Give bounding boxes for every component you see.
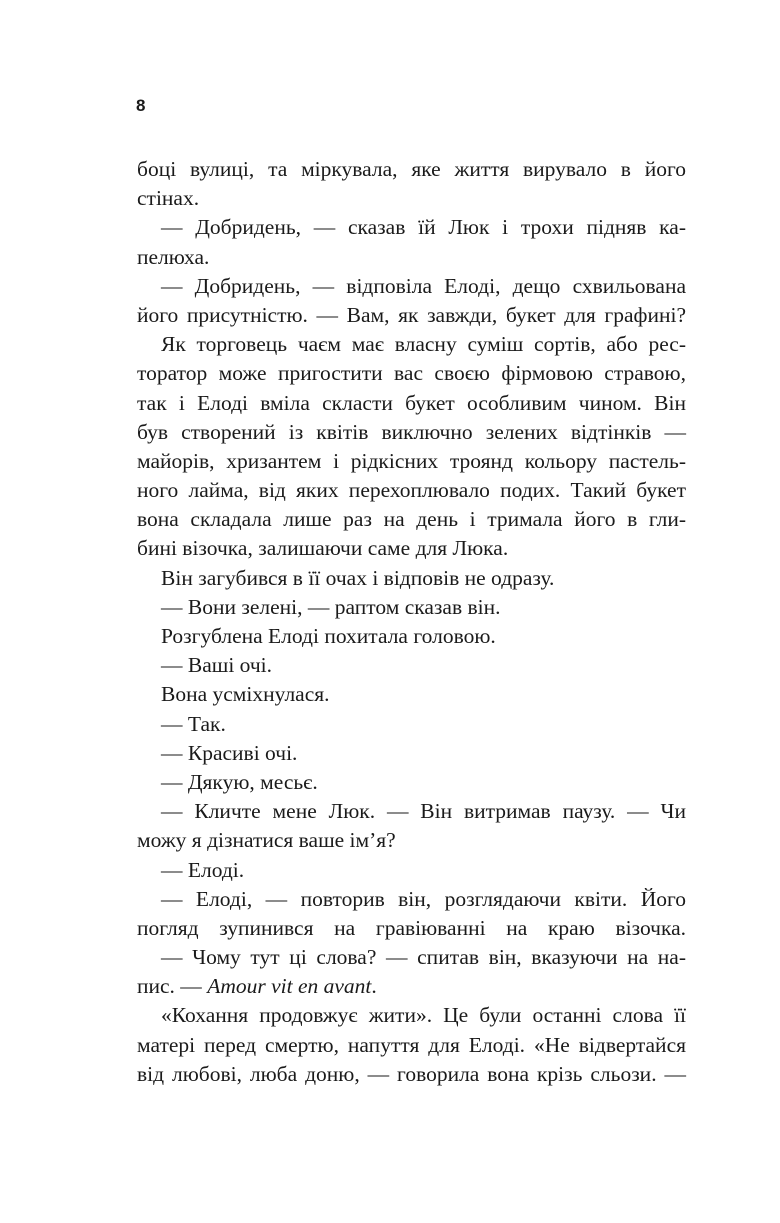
text-line-content: пелюха. [137, 244, 210, 269]
text-line [137, 301, 686, 330]
text-line-content: бині візочка, залишаючи саме для Люка. [137, 536, 509, 561]
text-line-content: погляд зупинився на гравіюванні на краю візочка. [137, 915, 686, 940]
text-line-content: майорів, хризантем і рідкісних троянд кольору пастель- [137, 448, 686, 473]
text-line [137, 826, 686, 855]
text-line [137, 330, 686, 359]
text-line [137, 359, 686, 388]
text-line [137, 389, 686, 418]
text-line-content: — Елоді, — повторив він, розглядаючи квіти. Його [161, 886, 686, 911]
text-line [137, 856, 686, 885]
text-line [137, 155, 686, 184]
text-line-content: ного лайма, від яких перехоплювало подих. Такий букет [137, 478, 686, 503]
text-line-content: — Ваші очі. [161, 653, 273, 678]
text-line [137, 418, 686, 447]
text-line [137, 243, 686, 272]
text-line-content: — Вони зелені, — раптом сказав він. [161, 594, 501, 619]
text-line-content: — Елоді. [161, 857, 245, 882]
text-line [137, 447, 686, 476]
text-line [137, 797, 686, 826]
text-line-content: вона складала лише раз на день і тримала його в гли- [137, 507, 686, 532]
text-line [137, 593, 686, 622]
text-line-content: — Добридень, — сказав їй Люк і трохи підняв ка- [161, 215, 686, 240]
text-line-content: торатор може пригостити вас своєю фірмовою стравою, [137, 361, 686, 386]
text-line [137, 622, 686, 651]
text-line-content: матері перед смертю, напуття для Елоді. «Не відвертайся [137, 1032, 686, 1057]
text-line [137, 739, 686, 768]
text-line-content: від любові, люба доню, — говорила вона крізь сльози. — [137, 1061, 686, 1086]
italic-phrase: Amour vit en avant [207, 974, 372, 999]
text-line-content: Він загубився в її очах і відповів не одразу. [161, 565, 555, 590]
text-line-content: Розгублена Елоді похитала головою. [161, 624, 496, 648]
text-line-content: — Кличте мене Люк. — Він витримав паузу. — Чи [161, 799, 686, 824]
text-line-content: — Дякую, месьє. [161, 769, 318, 794]
text-line [137, 1001, 686, 1030]
text-line [137, 943, 686, 972]
text-line-content: його присутністю. — Вам, як завжди, букет для графині? [137, 302, 686, 327]
text-line [137, 972, 686, 1001]
text-line-tail: . [371, 974, 377, 999]
text-line [137, 213, 686, 242]
text-line-content: боці вулиці, та міркувала, яке життя вирувало в його [137, 157, 686, 181]
body-text [137, 155, 686, 1089]
text-line-content: стінах. [137, 186, 200, 211]
text-line-content: можу я дізнатися ваше ім’я? [137, 828, 396, 853]
text-line-content: — Чому тут ці слова? — спитав він, вказуючи на на- [161, 945, 686, 970]
text-line-content: «Кохання продовжує жити». Це були останні слова її [161, 1003, 686, 1028]
text-line [137, 1060, 686, 1089]
text-line-content: — Добридень, — відповіла Елоді, дещо схвильована [161, 273, 686, 298]
text-line [137, 1031, 686, 1060]
text-line [137, 885, 686, 914]
text-line [137, 768, 686, 797]
text-line [137, 710, 686, 739]
text-line [137, 505, 686, 534]
text-line [137, 564, 686, 593]
text-line-content: пис. — [137, 974, 208, 999]
text-line-content: — Красиві очі. [161, 740, 298, 765]
text-line-content: так і Елоді вміла скласти букет особливим чином. Він [137, 390, 686, 415]
text-line-content: Як торговець чаєм має власну суміш сортів, або рес- [161, 332, 686, 357]
text-line [137, 476, 686, 505]
page-number: 8 [136, 96, 146, 115]
text-line [137, 272, 686, 301]
text-line [137, 914, 686, 943]
text-line-content: Вона усміхнулася. [161, 682, 330, 707]
text-line [137, 534, 686, 563]
text-line-content: — Так. [161, 711, 226, 736]
text-line-content: був створений із квітів виключно зелених відтінків — [137, 419, 686, 444]
text-line [137, 651, 686, 680]
text-line [137, 680, 686, 709]
text-line [137, 184, 686, 213]
